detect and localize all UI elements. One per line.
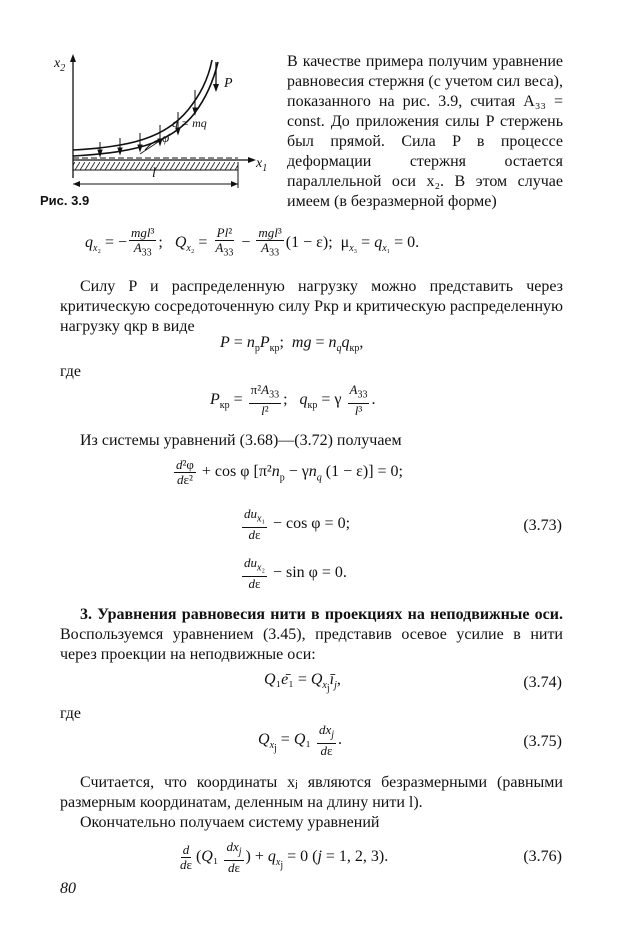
formula-373-a: $\frac{\text{d²φ}}{\text{dε²}}$ + cos φ [$\pi^2n_р - \gamma n_q$ (1 − ε)] = 0; xyxy=(176,457,403,487)
eq-number-376: (3.76) xyxy=(523,848,562,865)
eq-number-373: (3.73) xyxy=(523,517,562,534)
eq-number-375: (3.75) xyxy=(523,733,562,750)
intro-paragraph: В качестве примера получим уравнение равновесия стержня (с учетом сил веса), показанного на рис. 3.9, считая A₃₃ = const. До приложения силы P стержень был прямой. Сила P в процессе деформации стержня остается параллельной оси x₂. В этом случае имеем (в безразмерной форме) xyxy=(287,53,563,210)
critical-paragraph: Силу P и распределенную нагрузку можно представить через критическую сосредоточенную силу Pкр и критическую распределенную нагрузку qкр в виде xyxy=(60,278,563,335)
section-text: Воспользуемся уравнением (3.45), представив осевое усилие в нити через проекции на неподвижные оси: xyxy=(60,626,563,663)
coords-paragraph: Считается, что координаты xⱼ являются безразмерными (равными размерным координатам, деленным на длину нити l). xyxy=(60,774,563,811)
eq-number-374: (3.74) xyxy=(523,674,562,691)
load-q-label: q = mq xyxy=(172,116,207,130)
figure-caption: Рис. 3.9 xyxy=(40,193,90,208)
page-number: 80 xyxy=(60,880,76,897)
rod-diagram xyxy=(40,50,275,215)
section-heading: 3. Уравнения равновесия нити в проекциях на неподвижные оси. xyxy=(80,606,563,623)
where-label-2: где xyxy=(60,705,82,722)
axis-x2-label: $x_2$ xyxy=(54,56,66,74)
where-label-1: где xyxy=(60,363,82,380)
system-paragraph: Из системы уравнений (3.68)—(3.72) получаем xyxy=(80,432,402,449)
formula-373-c: $\frac{du_{x_2}}{d\varepsilon}$ − sin φ = 0. xyxy=(244,555,347,591)
length-l-label: l xyxy=(152,166,156,181)
figure-3-9 xyxy=(40,50,275,215)
formula-loads: $q_{x_2}$ = − $\frac{\text{mgl³}}{A_{33}}$ ; $Q_{x_2}$ = $\frac{\text{Pl²}}{A_{33}}$ − $\frac{\text{mgl³}}{A_{33}}$ (1 − ε); $\mu_{x_3} = q_{x_1} = 0$. xyxy=(85,225,420,259)
angle-phi-label: φ xyxy=(162,130,170,145)
force-p-label: P xyxy=(224,76,233,91)
formula-373-b: $\frac{du_{x_1}}{d\varepsilon}$ − cos φ = 0; xyxy=(244,506,351,542)
axis-x1-label: $x_1$ xyxy=(256,156,268,174)
formula-376: $\frac{d}{d\varepsilon}$ (Q₁ $\frac{dx_j}{d\varepsilon}$ ) + $q_{x_j} = 0$ (j = 1, 2, 3). xyxy=(180,839,389,875)
final-paragraph: Окончательно получаем систему уравнений xyxy=(80,814,380,831)
formula-np: $P = n_рP_{кр}$; mg = $n_qq_{кр}$, xyxy=(220,334,364,355)
section-3 xyxy=(60,605,563,665)
formula-374: Q₁ē₁ = $Q_{x_j}ī_j$, xyxy=(264,671,341,695)
formula-375: $Q_{x_j} = Q_1$ $\frac{dx_j}{d\varepsilon}$ . xyxy=(258,722,343,758)
formula-pkr: $P_{кр}$ = $\frac{\pi^2A_{33}}{\text{l²}}$ ; $q_{кр} = \gamma$ $\frac{A_{33}}{\text{l³}}$ . xyxy=(210,382,376,418)
